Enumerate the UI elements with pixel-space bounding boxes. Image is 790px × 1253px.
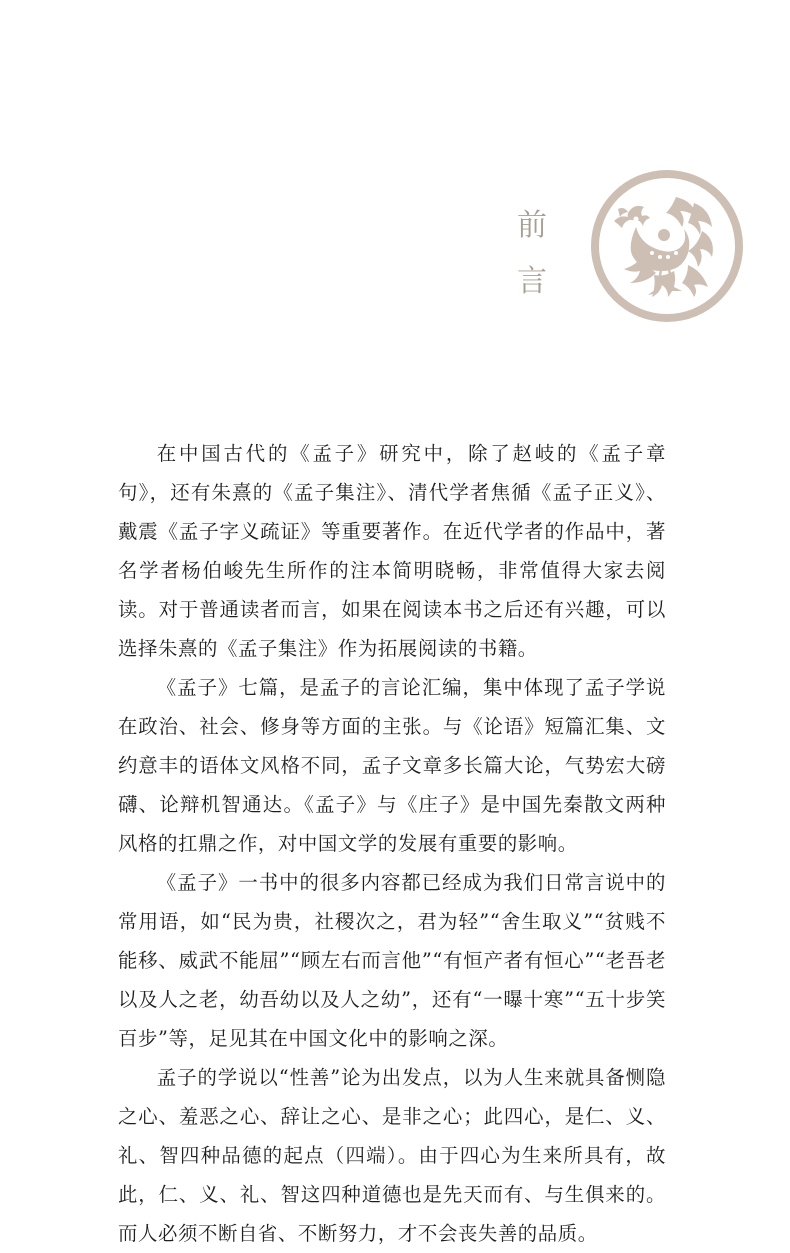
title-char-1: 前 [517,208,547,243]
paragraph: 在中国古代的《孟子》研究中，除了赵岐的《孟子章句》，还有朱熹的《孟子集注》、清代学者焦循《孟子正义》、戴震《孟子字义疏证》等重要著作。在近代学者的作品中，著名学者杨伯峻先生所作的注本简明晓畅，非常值得大家去阅读。对于普通读者而言，如果在阅读本书之后还有兴趣，可以选择朱熹的《孟子集注》作为拓展阅读的书籍。 [118,442,666,660]
phoenix-seal-icon [590,169,744,323]
paragraph: 孟子的学说以“性善”论为出发点，以为人生来就具备恻隐之心、羞恶之心、辞让之心、是非之心；此四心，是仁、义、礼、智四种品德的起点（四端）。由于四心为生来所具有，故此，仁、义、礼、智这四种道德也是先天而有、与生俱来的。而人必须不断自省、不断努力，才不会丧失善的品质。 [118,1066,666,1245]
page-title [506,198,558,310]
paragraph: 《孟子》七篇，是孟子的言论汇编，集中体现了孟子学说在政治、社会、修身等方面的主张。与《论语》短篇汇集、文约意丰的语体文风格不同，孟子文章多长篇大论，气势宏大磅礴、论辩机智通达。《孟子》与《庄子》是中国先秦散文两种风格的扛鼎之作，对中国文学的发展有重要的影响。 [118,676,666,855]
paragraph: 《孟子》一书中的很多内容都已经成为我们日常言说中的常用语，如“民为贵，社稷次之，君为轻”“舍生取义”“贫贱不能移、威武不能屈”“顾左右而言他”“有恒产者有恒心”“老吾老以及人之老，幼吾幼以及人之幼”，还有“一曝十寒”“五十步笑百步”等，足见其在中国文化中的影响之深。 [118,871,666,1050]
title-char-2: 言 [517,264,547,299]
preface-body [118,434,666,1253]
